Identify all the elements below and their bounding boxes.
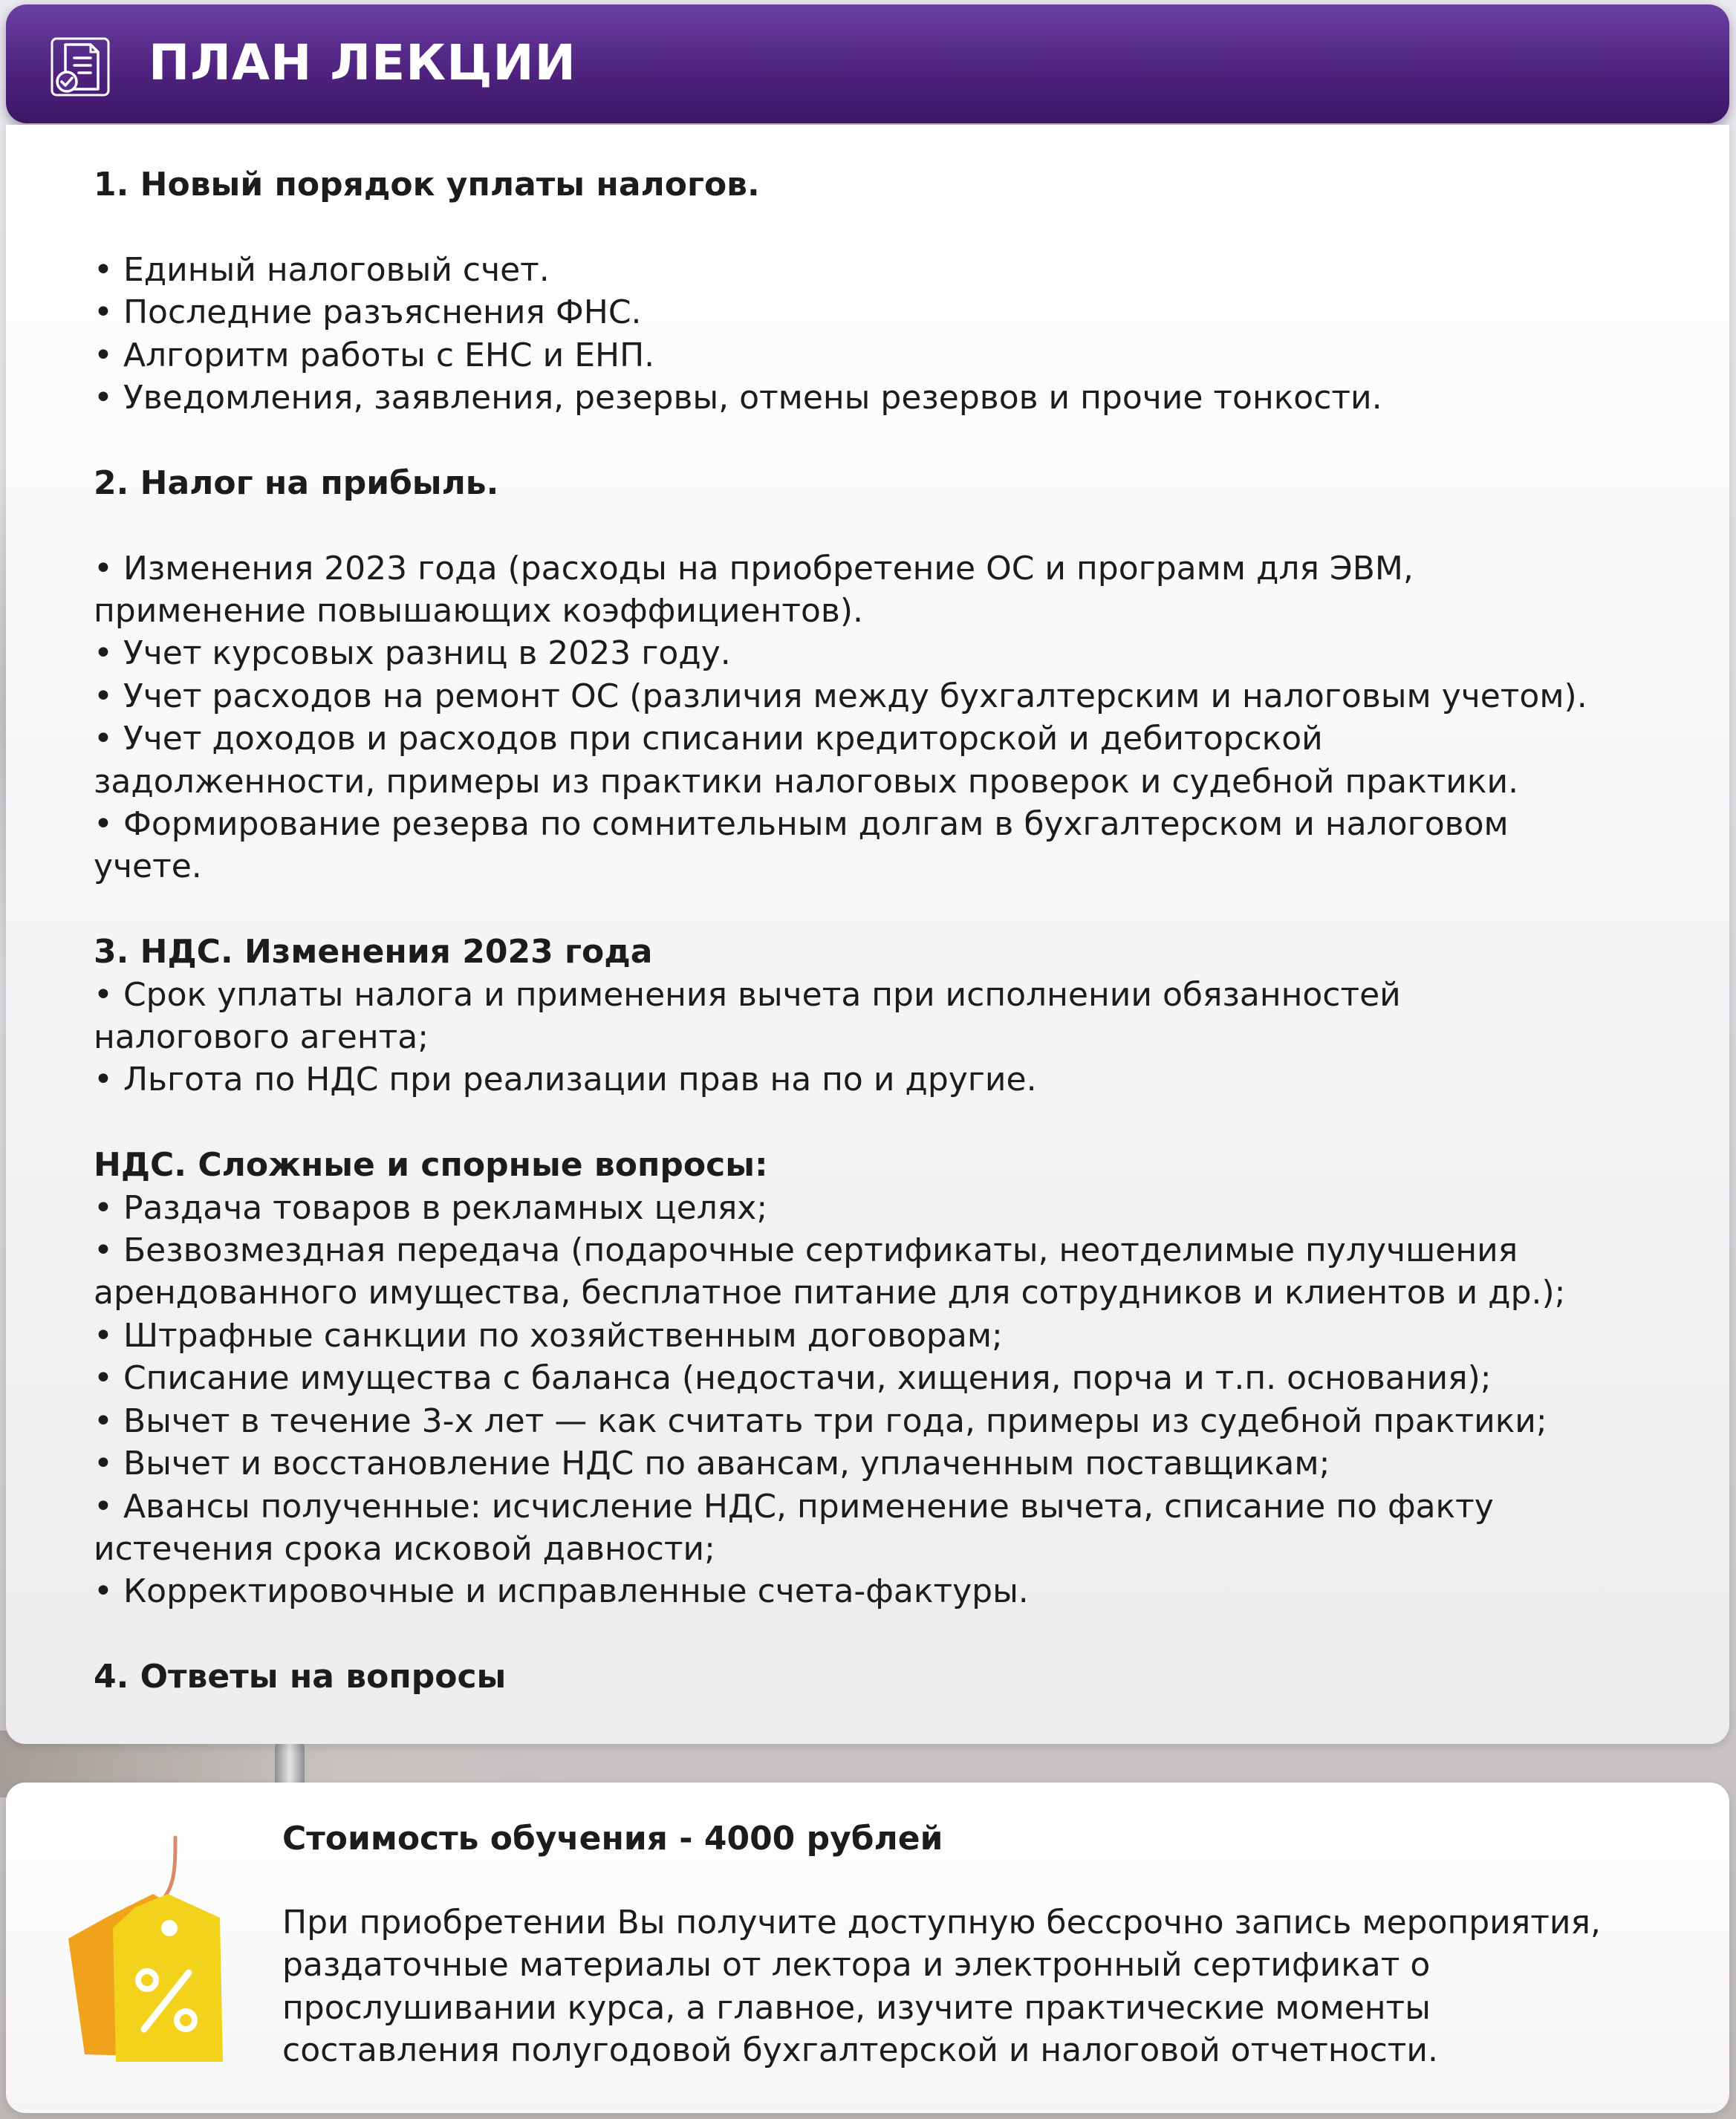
plan-item: • Срок уплаты налога и применения вычета при исполнении обязанностей — [94, 975, 1401, 1014]
plan-item: • Корректировочные и исправленные счета-фактуры. — [94, 1572, 1029, 1611]
plan-item: • Единый налоговый счет. — [94, 250, 550, 289]
plan-item: • Списание имущества с баланса (недостачи, хищения, порча и т.п. основания); — [94, 1359, 1492, 1398]
plan-item: • Учет курсовых разниц в 2023 году. — [94, 634, 731, 673]
price-description-line: При приобретении Вы получите доступную бессрочно запись мероприятия, — [282, 1904, 1601, 1941]
spacer — [94, 504, 1698, 547]
spacer — [94, 206, 1698, 248]
plan-item: задолженности, примеры из практики налоговых проверок и судебной практики. — [94, 762, 1519, 801]
plan-item: истечения срока исковой давности; — [94, 1529, 715, 1568]
plan-item: применение повышающих коэффициентов). — [94, 592, 863, 631]
header-bar — [6, 4, 1729, 123]
lecture-plan-card — [6, 125, 1729, 1744]
plan-item: • Вычет в течение 3-х лет — как считать три года, примеры из судебной практики; — [94, 1402, 1547, 1440]
price-tag-percent-icon — [64, 1835, 235, 2072]
section-heading: 1. Новый порядок уплаты налогов. — [94, 166, 760, 204]
page-title: ПЛАН ЛЕКЦИИ — [149, 34, 576, 91]
spacer — [94, 419, 1698, 461]
section-heading: 4. Ответы на вопросы — [94, 1658, 507, 1696]
plan-item: • Штрафные санкции по хозяйственным договорам; — [94, 1316, 1003, 1355]
plan-item: • Формирование резерва по сомнительным долгам в бухгалтерском и налоговом — [94, 805, 1509, 844]
price-description-line: прослушивании курса, а главное, изучите практические моменты — [282, 1988, 1431, 2027]
plan-item: • Алгоритм работы с ЕНС и ЕНП. — [94, 336, 655, 374]
plan-item: • Последние разъяснения ФНС. — [94, 293, 642, 332]
price-description — [282, 1901, 1709, 2072]
spacer — [94, 1101, 1698, 1144]
plan-item: • Безвозмездная передача (подарочные сертификаты, неотделимые пулучшения — [94, 1231, 1518, 1270]
plan-item: • Изменения 2023 года (расходы на приобретение ОС и программ для ЭВМ, — [94, 549, 1414, 587]
lecture-plan-text — [94, 163, 1698, 1699]
price-title: Стоимость обучения - 4000 рублей — [282, 1820, 943, 1858]
price-card — [6, 1783, 1729, 2113]
price-description-line: составления полугодовой бухгалтерской и налоговой отчетности. — [282, 2031, 1438, 2070]
plan-item: • Уведомления, заявления, резервы, отмены резервов и прочие тонкости. — [94, 379, 1382, 417]
price-description-line: раздаточные материалы от лектора и электронный сертификат о — [282, 1946, 1431, 1985]
plan-item: • Учет расходов на ремонт ОС (различия между бухгалтерским и налоговым учетом). — [94, 677, 1587, 715]
plan-item: • Вычет и восстановление НДС по авансам, уплаченным поставщикам; — [94, 1445, 1330, 1483]
spacer — [94, 888, 1698, 931]
document-check-icon — [49, 36, 111, 98]
section-heading: 3. НДС. Изменения 2023 года — [94, 933, 653, 971]
plan-item: арендованного имущества, бесплатное питание для сотрудников и клиентов и др.); — [94, 1274, 1566, 1312]
plan-item: • Льгота по НДС при реализации прав на по и другие. — [94, 1061, 1037, 1099]
plan-item: налогового агента; — [94, 1018, 429, 1057]
section-heading: 2. Налог на прибыль. — [94, 463, 499, 502]
plan-item: учете. — [94, 847, 202, 886]
plan-item: • Учет доходов и расходов при списании кредиторской и дебиторской — [94, 720, 1323, 758]
spacer — [94, 1613, 1698, 1656]
plan-item: • Авансы полученные: исчисление НДС, применение вычета, списание по факту — [94, 1487, 1494, 1526]
section-heading: НДС. Сложные и спорные вопросы: — [94, 1146, 768, 1185]
plan-item: • Раздача товаров в рекламных целях; — [94, 1188, 768, 1227]
